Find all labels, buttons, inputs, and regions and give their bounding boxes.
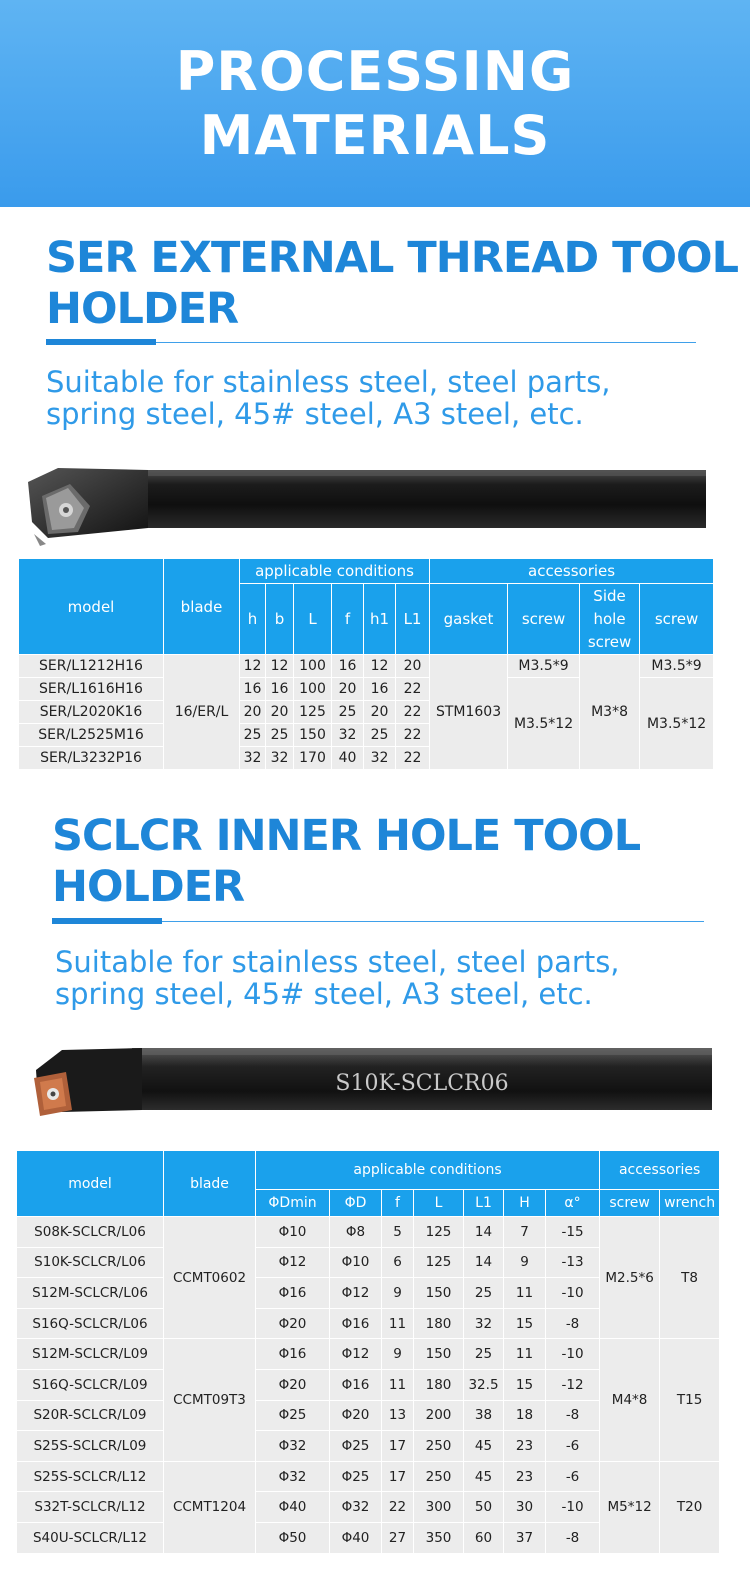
ser-L-cell: 125 <box>294 701 332 724</box>
sclcr-H-cell: 23 <box>504 1461 546 1492</box>
ser-b-cell: 16 <box>266 678 294 701</box>
banner-title-line1: PROCESSING <box>175 39 575 103</box>
ser-f-cell: 32 <box>332 724 364 747</box>
sclcr-wrench-cell: T20 <box>660 1461 720 1553</box>
ser-L1-cell: 22 <box>396 701 430 724</box>
sclcr-dmin-cell: Φ16 <box>256 1278 330 1309</box>
sclcr-dmin-cell: Φ40 <box>256 1492 330 1523</box>
sclcr-wrench-cell: T15 <box>660 1339 720 1461</box>
ser-screw2-cell: M3.5*9 <box>640 655 714 678</box>
ser-L1-cell: 22 <box>396 747 430 770</box>
sclcr-L-cell: 150 <box>414 1339 464 1370</box>
sclcr-subtitle-line1: Suitable for stainless steel, steel parts, <box>55 945 620 979</box>
sclcr-tool-holder-image <box>32 1042 712 1124</box>
ser-header-L: L <box>294 584 332 655</box>
sclcr-header-accessories: accessories <box>600 1151 720 1190</box>
ser-section-title <box>46 233 738 335</box>
sclcr-L1-cell: 32 <box>464 1308 504 1339</box>
sclcr-L1-cell: 60 <box>464 1522 504 1553</box>
sclcr-model-cell: S25S-SCLCR/L09 <box>17 1431 164 1462</box>
ser-model-cell: SER/L1212H16 <box>19 655 164 678</box>
sclcr-title-line2: HOLDER <box>52 862 245 912</box>
ser-header-screw: screw <box>508 584 580 655</box>
sclcr-f-cell: 11 <box>382 1369 414 1400</box>
ser-f-cell: 20 <box>332 678 364 701</box>
sclcr-dmin-cell: Φ20 <box>256 1308 330 1339</box>
ser-screw2-cell: M3.5*12 <box>640 678 714 770</box>
sclcr-L-cell: 125 <box>414 1217 464 1248</box>
ser-title-line2: HOLDER <box>46 284 239 334</box>
side-hole-line3: screw <box>587 632 632 651</box>
sclcr-subtitle-line2: spring steel, 45# steel, A3 steel, etc. <box>55 977 593 1011</box>
sclcr-model-cell: S08K-SCLCR/L06 <box>17 1217 164 1248</box>
tool-marking-text: S10K-SCLCR06 <box>335 1071 509 1096</box>
header-banner <box>0 0 750 207</box>
ser-tool-holder-image <box>28 462 706 548</box>
sclcr-wrench-cell: T8 <box>660 1217 720 1339</box>
sclcr-model-cell: S32T-SCLCR/L12 <box>17 1492 164 1523</box>
ser-L-cell: 150 <box>294 724 332 747</box>
sclcr-H-cell: 7 <box>504 1217 546 1248</box>
sclcr-f-cell: 22 <box>382 1492 414 1523</box>
ser-h1-cell: 20 <box>364 701 396 724</box>
table-row <box>17 1217 720 1248</box>
sclcr-alpha-cell: -6 <box>546 1431 600 1462</box>
ser-L1-cell: 22 <box>396 678 430 701</box>
sclcr-header-L: L <box>414 1190 464 1217</box>
ser-spec-table <box>18 558 714 770</box>
ser-header-h1: h1 <box>364 584 396 655</box>
sclcr-H-cell: 11 <box>504 1278 546 1309</box>
ser-b-cell: 32 <box>266 747 294 770</box>
side-hole-line1: Side <box>593 586 626 605</box>
ser-h1-cell: 12 <box>364 655 396 678</box>
sclcr-model-cell: S20R-SCLCR/L09 <box>17 1400 164 1431</box>
ser-subtitle-line2: spring steel, 45# steel, A3 steel, etc. <box>46 397 584 431</box>
sclcr-model-cell: S25S-SCLCR/L12 <box>17 1461 164 1492</box>
ser-b-cell: 12 <box>266 655 294 678</box>
sclcr-H-cell: 30 <box>504 1492 546 1523</box>
sclcr-blade-cell: CCMT0602 <box>164 1217 256 1339</box>
sclcr-L1-cell: 50 <box>464 1492 504 1523</box>
sclcr-f-cell: 9 <box>382 1339 414 1370</box>
sclcr-alpha-cell: -8 <box>546 1400 600 1431</box>
ser-h-cell: 20 <box>240 701 266 724</box>
sclcr-header-H: H <box>504 1190 546 1217</box>
sclcr-L1-cell: 25 <box>464 1339 504 1370</box>
sclcr-model-cell: S16Q-SCLCR/L06 <box>17 1308 164 1339</box>
sclcr-model-cell: S10K-SCLCR/L06 <box>17 1247 164 1278</box>
sclcr-d-cell: Φ25 <box>330 1461 382 1492</box>
sclcr-dmin-cell: Φ25 <box>256 1400 330 1431</box>
ser-gasket-cell: STM1603 <box>430 655 508 770</box>
sclcr-header-d: ΦD <box>330 1190 382 1217</box>
sclcr-H-cell: 23 <box>504 1431 546 1462</box>
ser-section-subtitle <box>46 366 611 430</box>
sclcr-dmin-cell: Φ32 <box>256 1431 330 1462</box>
ser-L-cell: 170 <box>294 747 332 770</box>
ser-header-L1: L1 <box>396 584 430 655</box>
ser-header-blade: blade <box>164 559 240 655</box>
sclcr-d-cell: Φ16 <box>330 1308 382 1339</box>
sclcr-header-wrench: wrench <box>660 1190 720 1217</box>
sclcr-d-cell: Φ32 <box>330 1492 382 1523</box>
ser-f-cell: 40 <box>332 747 364 770</box>
sclcr-model-cell: S12M-SCLCR/L06 <box>17 1278 164 1309</box>
sclcr-blade-cell: CCMT1204 <box>164 1461 256 1553</box>
ser-h1-cell: 25 <box>364 724 396 747</box>
sclcr-H-cell: 18 <box>504 1400 546 1431</box>
sclcr-alpha-cell: -8 <box>546 1522 600 1553</box>
sclcr-section-subtitle <box>55 946 620 1010</box>
sclcr-alpha-cell: -13 <box>546 1247 600 1278</box>
sclcr-alpha-cell: -10 <box>546 1339 600 1370</box>
sclcr-alpha-cell: -10 <box>546 1492 600 1523</box>
ser-L1-cell: 22 <box>396 724 430 747</box>
sclcr-L-cell: 180 <box>414 1369 464 1400</box>
sclcr-L1-cell: 25 <box>464 1278 504 1309</box>
ser-header-side-hole-screw <box>580 584 640 655</box>
ser-model-cell: SER/L2525M16 <box>19 724 164 747</box>
sclcr-L-cell: 350 <box>414 1522 464 1553</box>
sclcr-dmin-cell: Φ32 <box>256 1461 330 1492</box>
ser-h-cell: 25 <box>240 724 266 747</box>
ser-header-gasket: gasket <box>430 584 508 655</box>
sclcr-f-cell: 17 <box>382 1461 414 1492</box>
sclcr-d-cell: Φ12 <box>330 1339 382 1370</box>
sclcr-L1-cell: 45 <box>464 1431 504 1462</box>
sclcr-d-cell: Φ10 <box>330 1247 382 1278</box>
ser-header-accessories: accessories <box>430 559 714 584</box>
sclcr-H-cell: 15 <box>504 1308 546 1339</box>
banner-title-line2: MATERIALS <box>199 103 551 167</box>
ser-f-cell: 25 <box>332 701 364 724</box>
ser-model-cell: SER/L2020K16 <box>19 701 164 724</box>
ser-header-model: model <box>19 559 164 655</box>
ser-subtitle-line1: Suitable for stainless steel, steel parts, <box>46 365 611 399</box>
ser-title-rule-accent <box>46 339 156 345</box>
ser-model-cell: SER/L3232P16 <box>19 747 164 770</box>
sclcr-d-cell: Φ16 <box>330 1369 382 1400</box>
ser-title-line1: SER EXTERNAL THREAD TOOL <box>46 233 738 283</box>
sclcr-L-cell: 250 <box>414 1431 464 1462</box>
sclcr-L1-cell: 14 <box>464 1217 504 1248</box>
sclcr-alpha-cell: -12 <box>546 1369 600 1400</box>
ser-model-cell: SER/L1616H16 <box>19 678 164 701</box>
sclcr-f-cell: 5 <box>382 1217 414 1248</box>
ser-screw-cell: M3.5*12 <box>508 678 580 770</box>
sclcr-dmin-cell: Φ50 <box>256 1522 330 1553</box>
sclcr-f-cell: 11 <box>382 1308 414 1339</box>
sclcr-d-cell: Φ20 <box>330 1400 382 1431</box>
sclcr-L-cell: 200 <box>414 1400 464 1431</box>
sclcr-model-cell: S12M-SCLCR/L09 <box>17 1339 164 1370</box>
ser-header-conditions: applicable conditions <box>240 559 430 584</box>
ser-f-cell: 16 <box>332 655 364 678</box>
sclcr-blade-cell: CCMT09T3 <box>164 1339 256 1461</box>
sclcr-screw-cell: M5*12 <box>600 1461 660 1553</box>
ser-header-h: h <box>240 584 266 655</box>
sclcr-header-L1: L1 <box>464 1190 504 1217</box>
sclcr-f-cell: 9 <box>382 1278 414 1309</box>
sclcr-L-cell: 150 <box>414 1278 464 1309</box>
sclcr-title-line1: SCLCR INNER HOLE TOOL <box>52 811 641 861</box>
sclcr-alpha-cell: -10 <box>546 1278 600 1309</box>
sclcr-alpha-cell: -8 <box>546 1308 600 1339</box>
sclcr-header-alpha: α° <box>546 1190 600 1217</box>
ser-h-cell: 12 <box>240 655 266 678</box>
sclcr-section-title <box>52 811 640 913</box>
side-hole-line2: hole <box>593 609 626 628</box>
ser-b-cell: 20 <box>266 701 294 724</box>
sclcr-title-rule-accent <box>52 918 162 924</box>
sclcr-L1-cell: 14 <box>464 1247 504 1278</box>
sclcr-L-cell: 250 <box>414 1461 464 1492</box>
ser-h-cell: 32 <box>240 747 266 770</box>
sclcr-header-dmin: ΦDmin <box>256 1190 330 1217</box>
ser-header-screw2: screw <box>640 584 714 655</box>
ser-h1-cell: 32 <box>364 747 396 770</box>
ser-L-cell: 100 <box>294 655 332 678</box>
sclcr-header-model: model <box>17 1151 164 1217</box>
sclcr-dmin-cell: Φ10 <box>256 1217 330 1248</box>
sclcr-header-conditions: applicable conditions <box>256 1151 600 1190</box>
sclcr-d-cell: Φ12 <box>330 1278 382 1309</box>
sclcr-H-cell: 37 <box>504 1522 546 1553</box>
sclcr-screw-cell: M2.5*6 <box>600 1217 660 1339</box>
sclcr-L1-cell: 45 <box>464 1461 504 1492</box>
sclcr-L1-cell: 38 <box>464 1400 504 1431</box>
ser-L-cell: 100 <box>294 678 332 701</box>
sclcr-H-cell: 11 <box>504 1339 546 1370</box>
sclcr-L1-cell: 32.5 <box>464 1369 504 1400</box>
sclcr-header-screw: screw <box>600 1190 660 1217</box>
sclcr-H-cell: 9 <box>504 1247 546 1278</box>
sclcr-header-f: f <box>382 1190 414 1217</box>
sclcr-d-cell: Φ25 <box>330 1431 382 1462</box>
ser-blade-cell: 16/ER/L <box>164 655 240 770</box>
ser-h1-cell: 16 <box>364 678 396 701</box>
sclcr-H-cell: 15 <box>504 1369 546 1400</box>
ser-b-cell: 25 <box>266 724 294 747</box>
sclcr-f-cell: 13 <box>382 1400 414 1431</box>
sclcr-L-cell: 125 <box>414 1247 464 1278</box>
sclcr-dmin-cell: Φ16 <box>256 1339 330 1370</box>
sclcr-header-blade: blade <box>164 1151 256 1217</box>
ser-L1-cell: 20 <box>396 655 430 678</box>
sclcr-d-cell: Φ40 <box>330 1522 382 1553</box>
sclcr-model-cell: S40U-SCLCR/L12 <box>17 1522 164 1553</box>
table-row <box>17 1339 720 1370</box>
sclcr-f-cell: 27 <box>382 1522 414 1553</box>
table-row <box>17 1461 720 1492</box>
sclcr-f-cell: 6 <box>382 1247 414 1278</box>
sclcr-screw-cell: M4*8 <box>600 1339 660 1461</box>
ser-side-hole-screw-cell: M3*8 <box>580 655 640 770</box>
sclcr-model-cell: S16Q-SCLCR/L09 <box>17 1369 164 1400</box>
ser-screw-cell: M3.5*9 <box>508 655 580 678</box>
sclcr-d-cell: Φ8 <box>330 1217 382 1248</box>
table-row <box>19 655 714 678</box>
ser-header-f: f <box>332 584 364 655</box>
ser-header-b: b <box>266 584 294 655</box>
sclcr-spec-table <box>16 1150 720 1554</box>
sclcr-L-cell: 300 <box>414 1492 464 1523</box>
ser-h-cell: 16 <box>240 678 266 701</box>
sclcr-L-cell: 180 <box>414 1308 464 1339</box>
sclcr-dmin-cell: Φ12 <box>256 1247 330 1278</box>
sclcr-dmin-cell: Φ20 <box>256 1369 330 1400</box>
sclcr-alpha-cell: -6 <box>546 1461 600 1492</box>
sclcr-f-cell: 17 <box>382 1431 414 1462</box>
sclcr-alpha-cell: -15 <box>546 1217 600 1248</box>
